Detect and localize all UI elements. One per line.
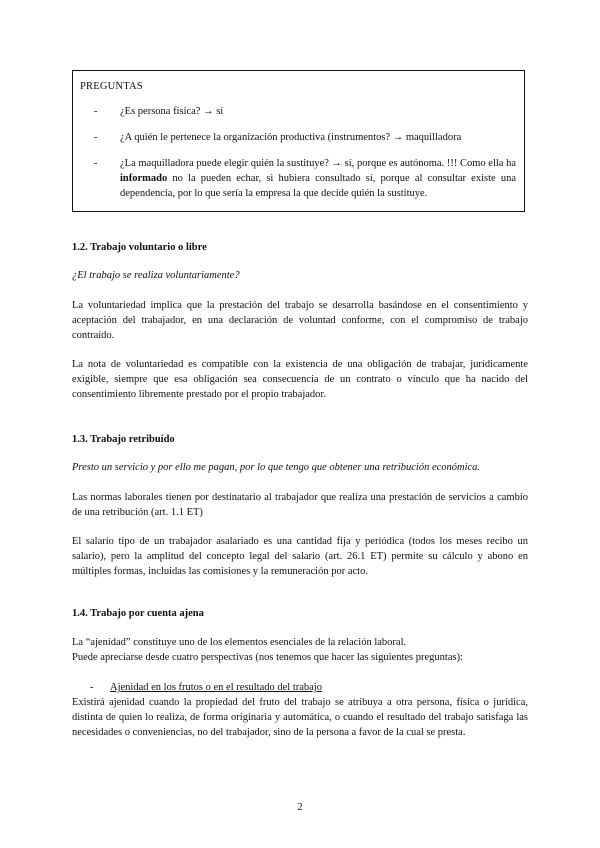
questions-box (72, 70, 525, 212)
bullet-dash: - (94, 106, 98, 117)
retribuido-paragraph-1: Las normas laborales tienen por destinatario al trabajador que realiza una prestación de servicios a cambio de una retribución (art. 1.1 ET) (72, 492, 528, 518)
question-text-bold: informado (120, 173, 168, 184)
section-heading-voluntario: 1.2. Trabajo voluntario o libre (72, 242, 207, 253)
ajena-paragraph-2: Existirá ajenidad cuando la propiedad del fruto del trabajo se atribuya a otra persona, física o jurídica, distinta de quien lo realiza, de forma originaria y automática, o cuando el resultado del trabajo satisfaga las necesidades o conveniencias, no del trabajador, sino de la persona a favor de la cual se presta. (72, 697, 528, 738)
section-heading-retribuido: 1.3. Trabajo retribuido (72, 434, 175, 445)
ajena-subheading-item (90, 680, 322, 695)
retribuido-note: Presto un servicio y por ello me pagan, por lo que tengo que obtener una retribución económica. (72, 462, 481, 473)
ajena-subheading: Ajenidad en los frutos o en el resultado del trabajo (110, 682, 322, 693)
question-text: ¿A quién le pertenece la organización productiva (instrumentos? → maquilladora (120, 132, 462, 143)
questions-title: PREGUNTAS (80, 81, 143, 92)
question-text: ¿Es persona física? → sí (120, 106, 224, 117)
bullet-dash: - (90, 682, 94, 693)
question-text (120, 156, 516, 201)
question-text-post: no la pueden echar, si hubiera consultado sí, porque al consultar existe una dependencia, por lo que sería la empresa la que decide quién la sustituye. (120, 173, 516, 199)
bullet-dash: - (94, 132, 98, 143)
retribuido-paragraph-2: El salario tipo de un trabajador asalariado es una cantidad fija y periódica (todos los meses recibo un salario), pero la amplitud del concepto legal del salario (art. 26.1 ET) permite su cálculo y abono en múltiples formas, incluidas las comisiones y la remuneración por acto. (72, 536, 528, 577)
question-item (80, 130, 516, 145)
section-heading-ajena: 1.4. Trabajo por cuenta ajena (72, 608, 204, 619)
page-number: 2 (297, 802, 303, 813)
ajena-paragraph-1a: La “ajenidad” constituye uno de los elementos esenciales de la relación laboral. (72, 637, 407, 648)
question-item (80, 156, 516, 201)
voluntario-paragraph-1: La voluntariedad implica que la prestación del trabajo se desarrolla basándose en el consentimiento y aceptación del trabajador, en una declaración de voluntad conforme, con el compromiso de trabajo contraído. (72, 300, 528, 341)
question-item (80, 104, 516, 119)
bullet-dash: - (94, 158, 98, 169)
question-text-pre: ¿La maquilladora puede elegir quién la sustituye? → sí, porque es autónoma. !!! Como ella ha (120, 158, 516, 169)
voluntario-question: ¿El trabajo se realiza voluntariamente? (72, 270, 240, 281)
ajena-paragraph-1b: Puede apreciarse desde cuatro perspectivas (nos tenemos que hacer las siguientes preguntas): (72, 652, 463, 663)
voluntario-paragraph-2: La nota de voluntariedad es compatible con la existencia de una obligación de trabajar, jurídicamente exigible, siempre que esa obligación sea consecuencia de un contrato o vínculo que ha nacido del consentimiento libremente prestado por el propio trabajador. (72, 359, 528, 400)
